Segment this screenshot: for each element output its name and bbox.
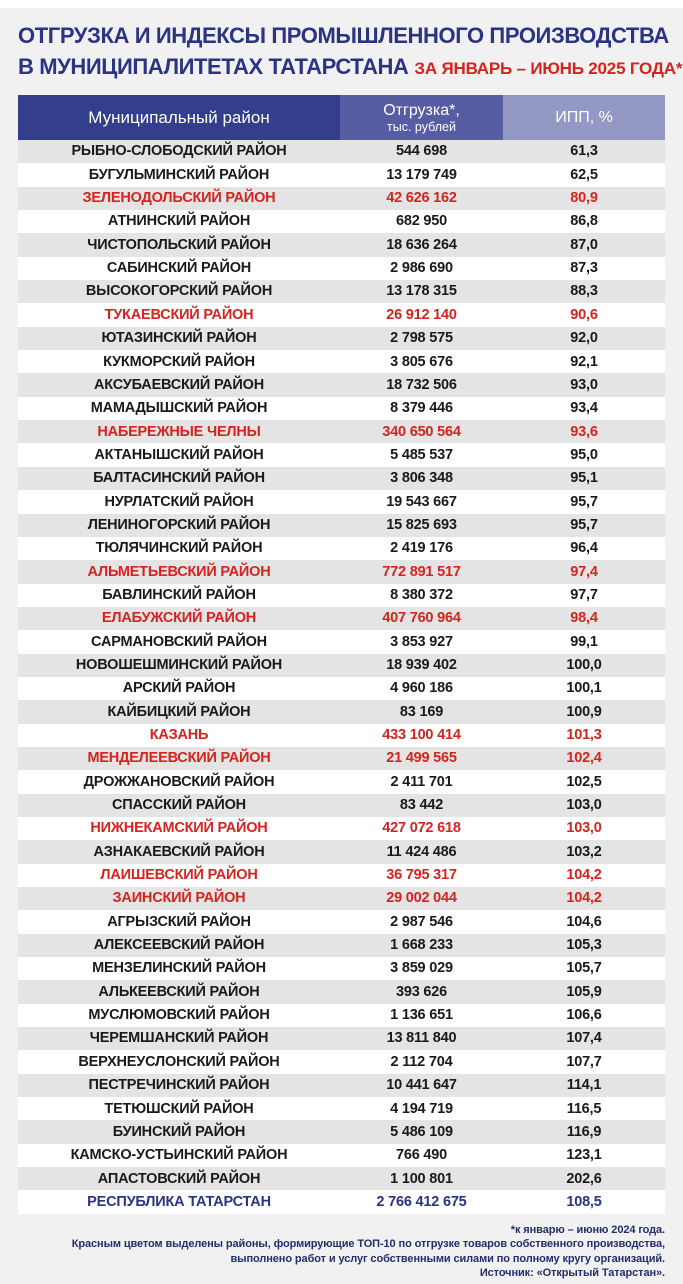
shipment-value-cell: 2 766 412 675 <box>376 1193 467 1210</box>
table-row <box>18 584 665 607</box>
ipp-value-cell: 114,1 <box>566 1077 602 1094</box>
table-row <box>18 980 665 1003</box>
table-row <box>18 537 665 560</box>
column-header-shipment <box>340 95 503 140</box>
shipment-value-cell: 26 912 140 <box>386 306 457 323</box>
table-row <box>18 350 665 373</box>
ipp-value-cell: 93,6 <box>570 423 598 440</box>
table-row <box>18 1004 665 1027</box>
district-name-cell: АРСКИЙ РАЙОН <box>122 680 236 697</box>
district-name-cell: РЕСПУБЛИКА ТАТАРСТАН <box>87 1193 271 1210</box>
shipment-value-cell: 83 169 <box>399 703 444 720</box>
ipp-value-cell: 102,4 <box>566 750 602 767</box>
district-name-cell: ТЕТЮШСКИЙ РАЙОН <box>104 1100 254 1117</box>
ipp-value-cell: 97,7 <box>570 586 598 603</box>
table-row <box>18 163 665 186</box>
district-name-cell: ТУКАЕВСКИЙ РАЙОН <box>104 306 254 323</box>
shipment-value-cell: 5 485 537 <box>390 446 453 463</box>
shipment-value-cell: 13 179 749 <box>386 166 457 183</box>
table-row <box>18 420 665 443</box>
district-name-cell: АЛЬМЕТЬЕВСКИЙ РАЙОН <box>87 563 271 580</box>
shipment-value-cell: 3 859 029 <box>390 960 453 977</box>
shipment-value-cell: 682 950 <box>395 213 447 230</box>
ipp-value-cell: 96,4 <box>570 540 598 557</box>
shipment-value-cell: 1 668 233 <box>390 937 453 954</box>
ipp-value-cell: 103,2 <box>566 843 602 860</box>
ipp-value-cell: 86,8 <box>570 213 598 230</box>
ipp-value-cell: 95,0 <box>570 446 598 463</box>
table-row <box>18 630 665 653</box>
ipp-value-cell: 105,9 <box>566 983 602 1000</box>
footnote-top10-note-line1: Красным цветом выделены районы, формирующие ТОП-10 по отгрузке товаров собственного производства, <box>71 1238 665 1251</box>
shipment-value-cell: 5 486 109 <box>390 1123 453 1140</box>
table-row <box>18 373 665 396</box>
table-row <box>18 864 665 887</box>
district-name-cell: МЕНДЕЛЕЕВСКИЙ РАЙОН <box>87 750 271 767</box>
shipment-value-cell: 3 806 348 <box>390 470 453 487</box>
footnote-comparison-base: *к январю – июню 2024 года. <box>510 1223 665 1236</box>
shipment-value-cell: 2 986 690 <box>390 260 453 277</box>
shipment-value-cell: 2 112 704 <box>390 1053 453 1070</box>
shipment-value-cell: 2 419 176 <box>390 540 453 557</box>
table-row <box>18 770 665 793</box>
shipment-value-cell: 42 626 162 <box>386 190 457 207</box>
table-row <box>18 140 665 163</box>
table-row <box>18 1120 665 1143</box>
district-name-cell: ЛЕНИНОГОРСКИЙ РАЙОН <box>87 516 271 533</box>
district-name-cell: ЗАИНСКИЙ РАЙОН <box>112 890 246 907</box>
table-row <box>18 840 665 863</box>
shipment-value-cell: 2 798 575 <box>390 330 453 347</box>
ipp-value-cell: 87,0 <box>570 236 598 253</box>
shipment-value-cell: 1 100 801 <box>390 1170 453 1187</box>
shipment-value-cell: 427 072 618 <box>382 820 461 837</box>
table-row <box>18 934 665 957</box>
ipp-value-cell: 92,0 <box>570 330 598 347</box>
column-header-district: Муниципальный район <box>18 95 340 140</box>
district-name-cell: ЧИСТОПОЛЬСКИЙ РАЙОН <box>87 236 271 253</box>
ipp-value-cell: 100,9 <box>566 703 602 720</box>
ipp-value-cell: 103,0 <box>566 797 602 814</box>
district-name-cell: ЛАИШЕВСКИЙ РАЙОН <box>100 867 258 884</box>
district-name-cell: СПАССКИЙ РАЙОН <box>112 797 246 814</box>
ipp-value-cell: 100,0 <box>566 656 602 673</box>
table-row <box>18 677 665 700</box>
ipp-value-cell: 100,1 <box>566 680 602 697</box>
district-name-cell: ЧЕРЕМШАНСКИЙ РАЙОН <box>89 1030 269 1047</box>
shipment-value-cell: 8 380 372 <box>390 586 453 603</box>
table-row <box>18 303 665 326</box>
district-name-cell: АЛЕКСЕЕВСКИЙ РАЙОН <box>93 937 265 954</box>
table-row <box>18 560 665 583</box>
district-name-cell: БАВЛИНСКИЙ РАЙОН <box>102 586 256 603</box>
title-line-2-text: В МУНИЦИПАЛИТЕТАХ ТАТАРСТАНА <box>18 54 409 79</box>
district-name-cell: КАМСКО-УСТЬИНСКИЙ РАЙОН <box>70 1147 288 1164</box>
ipp-value-cell: 104,6 <box>566 913 602 930</box>
table-row <box>18 1027 665 1050</box>
shipment-value-cell: 13 178 315 <box>386 283 457 300</box>
table-row <box>18 467 665 490</box>
shipment-value-cell: 19 543 667 <box>386 493 457 510</box>
table-row <box>18 1144 665 1167</box>
ipp-value-cell: 116,9 <box>566 1123 602 1140</box>
ipp-value-cell: 101,3 <box>566 727 602 744</box>
shipment-value-cell: 2 987 546 <box>390 913 453 930</box>
shipment-value-cell: 4 194 719 <box>390 1100 453 1117</box>
district-name-cell: ВЫСОКОГОРСКИЙ РАЙОН <box>85 283 273 300</box>
table-row <box>18 443 665 466</box>
table-row <box>18 257 665 280</box>
district-name-cell: АКТАНЫШСКИЙ РАЙОН <box>94 446 264 463</box>
ipp-value-cell: 95,7 <box>570 516 598 533</box>
district-name-cell: ВЕРХНЕУСЛОНСКИЙ РАЙОН <box>78 1053 280 1070</box>
shipment-value-cell: 29 002 044 <box>386 890 457 907</box>
district-name-cell: ЕЛАБУЖСКИЙ РАЙОН <box>101 610 257 627</box>
table-header-row <box>18 95 665 140</box>
ipp-value-cell: 93,4 <box>570 400 598 417</box>
shipment-value-cell: 15 825 693 <box>386 516 457 533</box>
table-row <box>18 817 665 840</box>
district-name-cell: АЛЬКЕЕВСКИЙ РАЙОН <box>98 983 260 1000</box>
ipp-value-cell: 62,5 <box>570 166 598 183</box>
ipp-value-cell: 93,0 <box>570 376 598 393</box>
district-name-cell: АТНИНСКИЙ РАЙОН <box>107 213 251 230</box>
district-name-cell: ЗЕЛЕНОДОЛЬСКИЙ РАЙОН <box>82 190 276 207</box>
shipment-value-cell: 766 490 <box>395 1147 447 1164</box>
district-name-cell: АЗНАКАЕВСКИЙ РАЙОН <box>93 843 265 860</box>
shipment-value-cell: 3 805 676 <box>390 353 453 370</box>
table-row <box>18 187 665 210</box>
shipment-value-cell: 1 136 651 <box>390 1007 453 1024</box>
table-row <box>18 794 665 817</box>
table-row <box>18 327 665 350</box>
table-row <box>18 957 665 980</box>
ipp-value-cell: 80,9 <box>570 190 598 207</box>
table-row <box>18 1167 665 1190</box>
ipp-value-cell: 88,3 <box>570 283 598 300</box>
shipment-value-cell: 340 650 564 <box>382 423 461 440</box>
table-row <box>18 910 665 933</box>
ipp-value-cell: 98,4 <box>570 610 598 627</box>
shipment-value-cell: 393 626 <box>395 983 447 1000</box>
district-name-cell: КАЙБИЦКИЙ РАЙОН <box>107 703 251 720</box>
ipp-value-cell: 107,4 <box>566 1030 602 1047</box>
footnotes <box>18 1223 665 1281</box>
shipment-value-cell: 13 811 840 <box>386 1030 457 1047</box>
table-row <box>18 747 665 770</box>
district-name-cell: ТЮЛЯЧИНСКИЙ РАЙОН <box>95 540 263 557</box>
column-header-ipp: ИПП, % <box>503 95 665 140</box>
district-name-cell: НОВОШЕШМИНСКИЙ РАЙОН <box>75 656 283 673</box>
shipment-value-cell: 11 424 486 <box>386 843 457 860</box>
ipp-value-cell: 123,1 <box>566 1147 602 1164</box>
ipp-value-cell: 102,5 <box>566 773 602 790</box>
shipment-value-cell: 83 442 <box>399 797 444 814</box>
ipp-value-cell: 95,1 <box>570 470 598 487</box>
ipp-value-cell: 99,1 <box>570 633 598 650</box>
table-row <box>18 654 665 677</box>
title-line-1: ОТГРУЗКА И ИНДЕКСЫ ПРОМЫШЛЕННОГО ПРОИЗВОДСТВА <box>18 23 669 48</box>
ipp-value-cell: 97,4 <box>570 563 598 580</box>
title-period-label: ЗА ЯНВАРЬ – ИЮНЬ 2025 ГОДА* <box>414 59 683 78</box>
ipp-value-cell: 107,7 <box>566 1053 602 1070</box>
shipment-value-cell: 18 939 402 <box>386 656 457 673</box>
district-name-cell: АКСУБАЕВСКИЙ РАЙОН <box>94 376 264 393</box>
district-name-cell: РЫБНО-СЛОБОДСКИЙ РАЙОН <box>71 143 287 160</box>
ipp-value-cell: 106,6 <box>566 1007 602 1024</box>
footnote-source: Источник: «Открытый Татарстан». <box>479 1267 665 1280</box>
shipment-value-cell: 544 698 <box>395 143 447 160</box>
ipp-value-cell: 105,3 <box>566 937 602 954</box>
title-line-2 <box>18 51 683 84</box>
shipment-value-cell: 8 379 446 <box>390 400 453 417</box>
ipp-value-cell: 61,3 <box>570 143 598 160</box>
shipment-value-cell: 18 636 264 <box>386 236 457 253</box>
district-name-cell: САРМАНОВСКИЙ РАЙОН <box>91 633 267 650</box>
ipp-value-cell: 92,1 <box>570 353 598 370</box>
district-name-cell: НАБЕРЕЖНЫЕ ЧЕЛНЫ <box>97 423 261 440</box>
ipp-value-cell: 95,7 <box>570 493 598 510</box>
ipp-value-cell: 90,6 <box>570 306 598 323</box>
table-row <box>18 700 665 723</box>
district-name-cell: АГРЫЗСКИЙ РАЙОН <box>107 913 251 930</box>
shipment-value-cell: 10 441 647 <box>386 1077 457 1094</box>
table-row <box>18 233 665 256</box>
district-name-cell: ПЕСТРЕЧИНСКИЙ РАЙОН <box>88 1077 270 1094</box>
ipp-value-cell: 104,2 <box>566 890 602 907</box>
table-row <box>18 887 665 910</box>
district-name-cell: ЮТАЗИНСКИЙ РАЙОН <box>101 330 257 347</box>
table-row <box>18 280 665 303</box>
table-row <box>18 490 665 513</box>
ipp-value-cell: 105,7 <box>566 960 602 977</box>
table-row <box>18 514 665 537</box>
table-row <box>18 724 665 747</box>
district-name-cell: КУКМОРСКИЙ РАЙОН <box>103 353 255 370</box>
district-name-cell: МАМАДЫШСКИЙ РАЙОН <box>90 400 268 417</box>
table-row <box>18 1074 665 1097</box>
district-name-cell: АПАСТОВСКИЙ РАЙОН <box>97 1170 261 1187</box>
district-name-cell: НУРЛАТСКИЙ РАЙОН <box>104 493 254 510</box>
district-name-cell: МУСЛЮМОВСКИЙ РАЙОН <box>88 1007 270 1024</box>
ipp-value-cell: 104,2 <box>566 867 602 884</box>
district-name-cell: НИЖНЕКАМСКИЙ РАЙОН <box>90 820 268 837</box>
district-name-cell: БАЛТАСИНСКИЙ РАЙОН <box>93 470 265 487</box>
table-row <box>18 397 665 420</box>
shipment-value-cell: 21 499 565 <box>386 750 457 767</box>
district-name-cell: САБИНСКИЙ РАЙОН <box>106 260 252 277</box>
page-title <box>18 0 683 84</box>
table-row <box>18 1050 665 1073</box>
shipment-value-cell: 18 732 506 <box>386 376 457 393</box>
column-header-shipment-line1: Отгрузка*, <box>383 101 460 119</box>
shipment-value-cell: 36 795 317 <box>386 867 457 884</box>
table-row <box>18 210 665 233</box>
table-row <box>18 607 665 630</box>
district-name-cell: КАЗАНЬ <box>149 727 209 744</box>
district-name-cell: БУИНСКИЙ РАЙОН <box>112 1123 246 1140</box>
ipp-value-cell: 108,5 <box>566 1193 602 1210</box>
column-header-shipment-line2: тыс. рублей <box>387 119 456 134</box>
ipp-value-cell: 202,6 <box>566 1170 602 1187</box>
table-row <box>18 1097 665 1120</box>
shipment-value-cell: 2 411 701 <box>390 773 453 790</box>
shipment-value-cell: 3 853 927 <box>390 633 453 650</box>
ipp-value-cell: 103,0 <box>566 820 602 837</box>
shipment-value-cell: 433 100 414 <box>382 727 461 744</box>
shipment-value-cell: 4 960 186 <box>390 680 453 697</box>
footnote-top10-note-line2: выполнено работ и услуг собственными силами по полному кругу организаций. <box>230 1252 665 1265</box>
districts-table <box>18 95 665 1214</box>
table-body <box>18 140 665 1214</box>
shipment-value-cell: 407 760 964 <box>382 610 461 627</box>
shipment-value-cell: 772 891 517 <box>382 563 461 580</box>
table-row <box>18 1190 665 1213</box>
ipp-value-cell: 87,3 <box>570 260 598 277</box>
district-name-cell: МЕНЗЕЛИНСКИЙ РАЙОН <box>92 960 266 977</box>
district-name-cell: ДРОЖЖАНОВСКИЙ РАЙОН <box>83 773 275 790</box>
ipp-value-cell: 116,5 <box>566 1100 602 1117</box>
district-name-cell: БУГУЛЬМИНСКИЙ РАЙОН <box>88 166 270 183</box>
